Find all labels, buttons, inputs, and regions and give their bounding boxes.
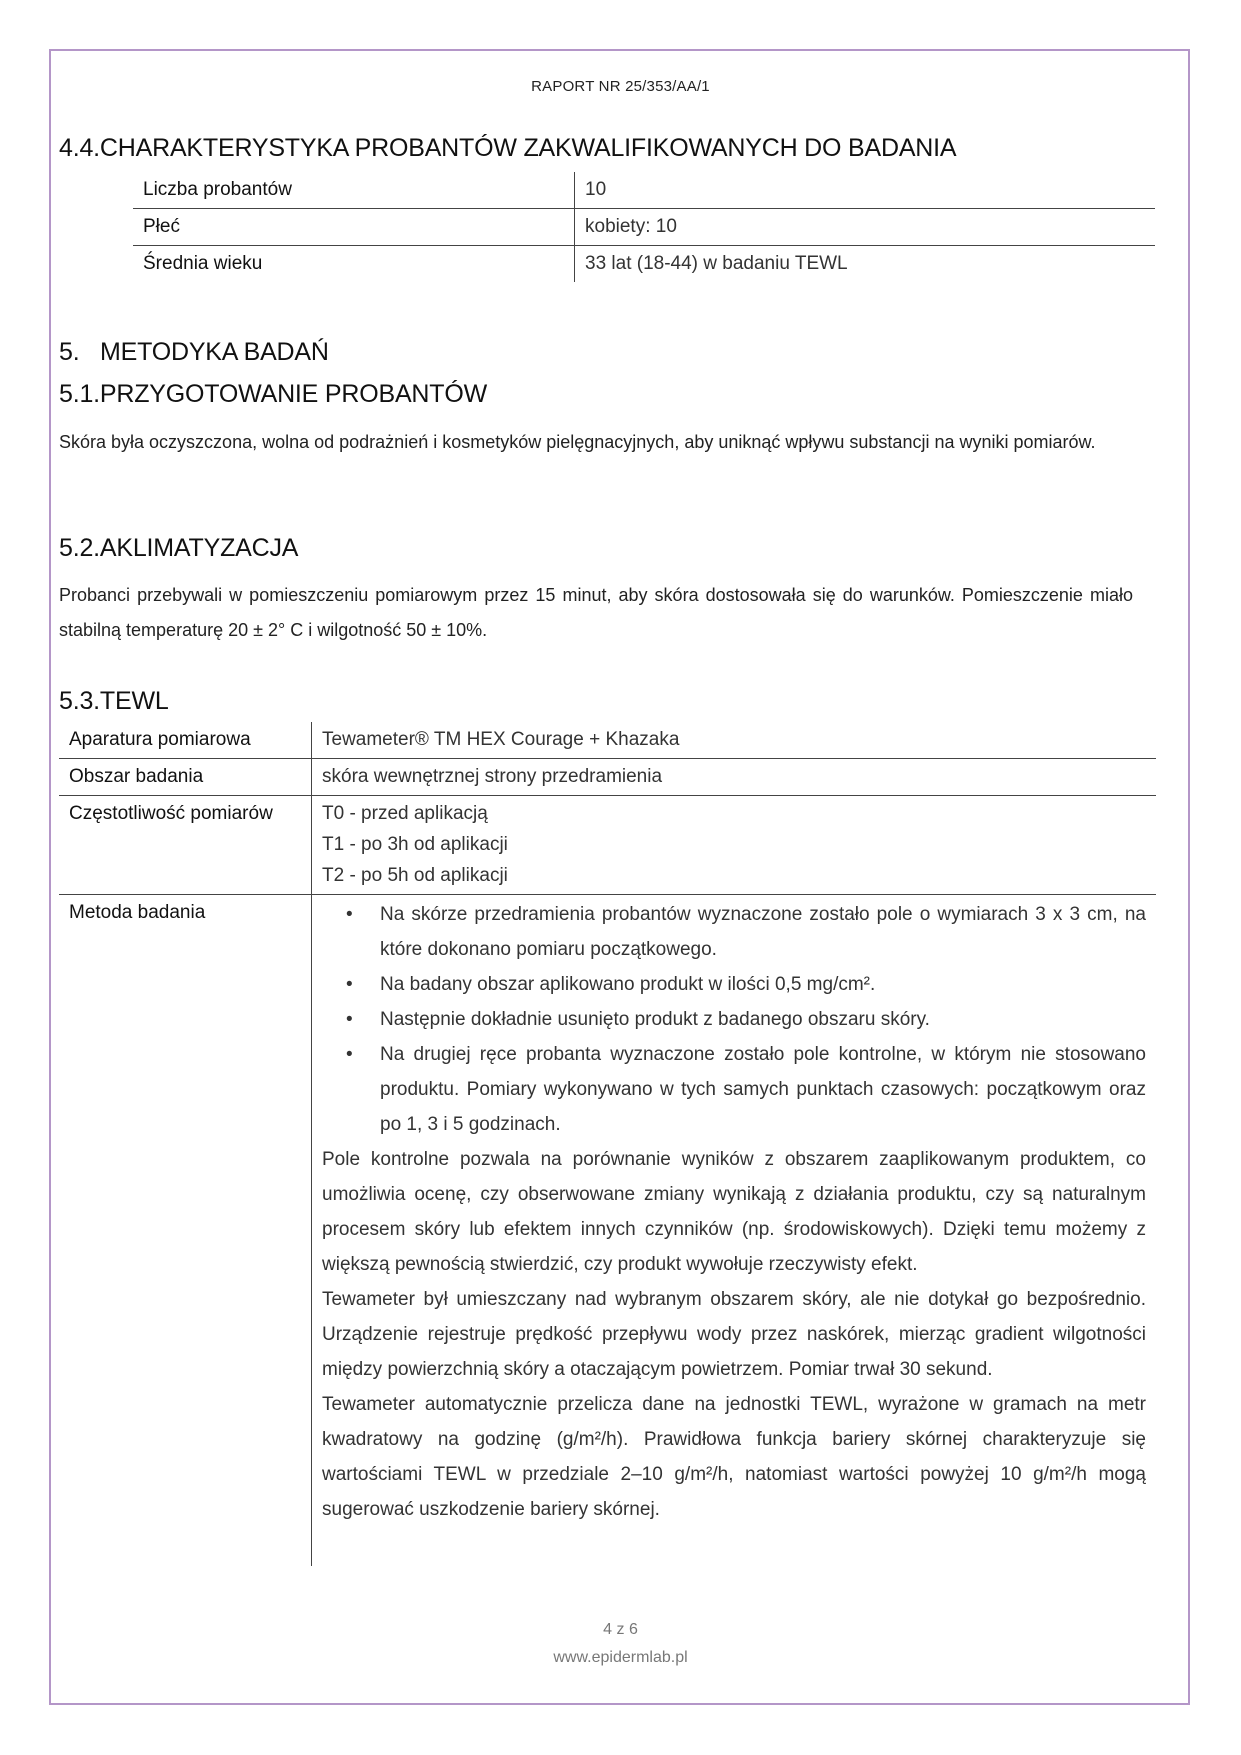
area-label: Obszar badania [59, 759, 312, 796]
table-row [133, 209, 1155, 246]
list-item: • Następnie dokładnie usunięto produkt z badanego obszaru skóry. [380, 1002, 1146, 1037]
section-5-1-number: 5.1. [59, 380, 100, 408]
method-label: Metoda badania [59, 895, 312, 1567]
table-row [59, 759, 1156, 796]
section-4-4-number: 4.4. [59, 134, 100, 162]
gender-label: Płeć [133, 209, 575, 246]
apparatus-label: Aparatura pomiarowa [59, 722, 312, 759]
section-4-4-title: CHARAKTERYSTYKA PROBANTÓW ZAKWALIFIKOWANYCH DO BADANIA [99, 134, 957, 162]
section-5-title: METODYKA BADAŃ [100, 338, 329, 366]
section-5-1-title: PRZYGOTOWANIE PROBANTÓW [99, 380, 487, 408]
method-description [312, 895, 1157, 1567]
report-number: RAPORT NR 25/353/AA/1 [531, 78, 710, 95]
gender-value: kobiety: 10 [575, 209, 1156, 246]
table-row [133, 172, 1155, 209]
list-item: • Na skórze przedramienia probantów wyznaczone zostało pole o wymiarach 3 x 3 cm, na które dokonano pomiaru początkowego. [380, 897, 1146, 967]
probants-count-value: 10 [585, 179, 607, 200]
section-5-2-title: AKLIMATYZACJA [99, 534, 299, 562]
tewl-table [59, 722, 1156, 1566]
frequency-values [312, 796, 1157, 895]
method-paragraph-control-field: Pole kontrolne pozwala na porównanie wyników z obszarem zaaplikowanym produktem, co umożliwia ocenę, czy obserwowane zmiany wynikają z działania produktu, czy są naturalnym procesem skóry lub efektem innych czynników (np. środowiskowych). Dzięki temu możemy z większą pewnością stwierdzić, czy produkt wywołuje rzeczywisty efekt. [322, 1149, 1146, 1275]
table-row [59, 796, 1156, 895]
method-paragraph-tewl-units: Tewameter automatycznie przelicza dane na jednostki TEWL, wyrażone w gramach na metr kwadratowy na godzinę (g/m²/h). Prawidłowa funkcja bariery skórnej charakteryzuje się wartościami TEWL w przedziale 2–10 g/m²/h, natomiast wartości powyżej 10 g/m²/h mogą sugerować uszkodzenie bariery skórnej. [322, 1394, 1146, 1520]
section-5-1-text: Skóra była oczyszczona, wolna od podrażnień i kosmetyków pielęgnacyjnych, aby uniknąć wpływu substancji na wyniki pomiarów. [59, 432, 1096, 452]
section-4-4-heading [59, 134, 956, 163]
table-row [59, 722, 1156, 759]
bullet-icon: • [346, 974, 353, 995]
frequency-t0: T0 - przed aplikacją [322, 803, 488, 824]
page-number: 4 z 6 [603, 1621, 638, 1638]
section-5-2-number: 5.2. [59, 534, 100, 562]
table-row [59, 895, 1156, 1567]
section-5-2-text: Probanci przebywali w pomieszczeniu pomiarowym przez 15 minut, aby skóra dostosowała się do warunków. Pomieszczenie miało stabilną temperaturę 20 ± 2° C i wilgotność 50 ± 10%. [59, 585, 1133, 640]
section-5-1-heading [59, 380, 487, 409]
bullet-icon: • [346, 904, 353, 925]
probants-count-label: Liczba probantów [133, 172, 575, 209]
section-5-3-title: TEWL [99, 687, 169, 715]
average-age-label: Średnia wieku [133, 246, 575, 283]
frequency-t2: T2 - po 5h od aplikacji [322, 865, 508, 886]
section-5-heading [59, 338, 329, 367]
section-5-3-heading [59, 687, 169, 716]
list-item: • Na drugiej ręce probanta wyznaczone zostało pole kontrolne, w którym nie stosowano produktu. Pomiary wykonywano w tych samych punktach czasowych: początkowym oraz po 1, 3 i 5 godzinach. [380, 1037, 1146, 1142]
average-age-value: 33 lat (18-44) w badaniu TEWL [575, 246, 1156, 283]
frequency-t1: T1 - po 3h od aplikacji [322, 834, 508, 855]
table-row [133, 246, 1155, 283]
probants-table [133, 172, 1155, 282]
section-5-3-number: 5.3. [59, 687, 100, 715]
frequency-label: Częstotliwość pomiarów [59, 796, 312, 895]
apparatus-value: Tewameter® TM HEX Courage + Khazaka [322, 729, 680, 750]
section-5-2-heading [59, 534, 298, 563]
section-5-number: 5. [59, 338, 80, 366]
method-paragraph-tewameter-placement: Tewameter był umieszczany nad wybranym obszarem skóry, ale nie dotykał go bezpośrednio. Urządzenie rejestruje prędkość przepływu wody przez naskórek, mierząc gradient wilgotności między powierzchnią skóry a otaczającym powietrzem. Pomiar trwał 30 sekund. [322, 1289, 1146, 1380]
bullet-icon: • [346, 1009, 353, 1030]
bullet-icon: • [346, 1044, 353, 1065]
list-item: • Na badany obszar aplikowano produkt w ilości 0,5 mg/cm². [380, 967, 1146, 1002]
website-link[interactable]: www.epidermlab.pl [553, 1649, 688, 1666]
area-value: skóra wewnętrznej strony przedramienia [312, 759, 1157, 796]
method-bullet-list [322, 897, 1146, 1142]
